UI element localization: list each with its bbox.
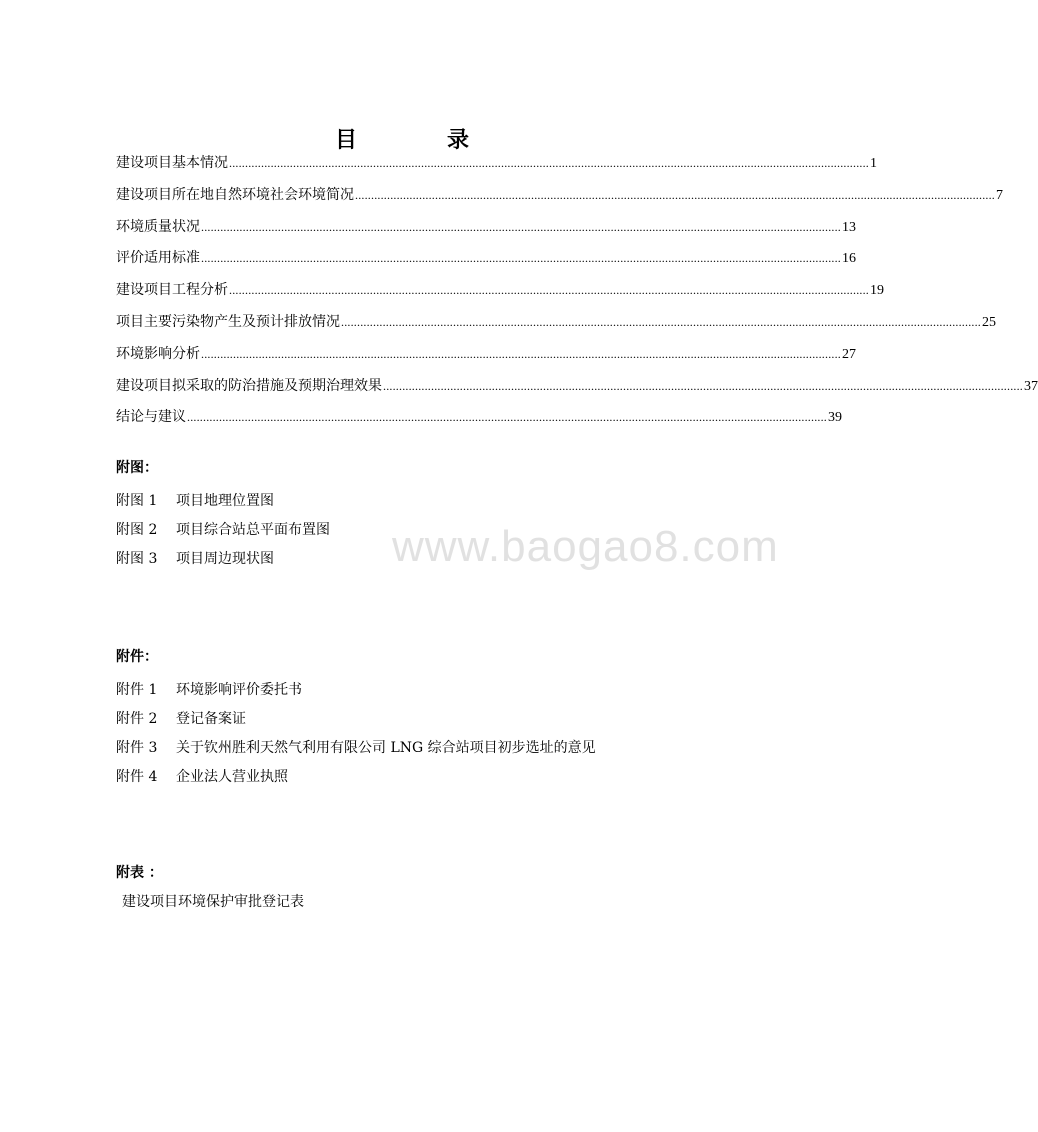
toc-entry-label: 环境影响分析 — [116, 345, 200, 362]
watermark: www.baogao8.com — [392, 522, 779, 571]
attachments-section — [116, 643, 596, 792]
toc-entry[interactable] — [116, 339, 856, 371]
figure-title: 项目地理位置图 — [176, 493, 274, 509]
tables-heading: 附表 ： — [116, 865, 163, 881]
figure-number: 附图 3 — [116, 551, 158, 567]
attachment-item[interactable] — [116, 734, 596, 763]
toc-entry-label: 建设项目拟采取的防治措施及预期治理效果 — [116, 377, 382, 394]
toc-leader-dots: ........................................................................................................................................................................................................ — [201, 251, 841, 266]
toc-entry-page: 25 — [982, 314, 996, 330]
figure-item[interactable] — [116, 487, 330, 516]
table-item[interactable] — [116, 888, 304, 917]
toc-leader-dots: ........................................................................................................................................................................................................ — [229, 283, 869, 298]
attachment-title: 关于钦州胜利天然气利用有限公司 LNG 综合站项目初步选址的意见 — [176, 740, 596, 756]
attachment-title: 企业法人营业执照 — [176, 769, 288, 785]
toc-entry-label: 环境质量状况 — [116, 218, 200, 235]
figure-item[interactable] — [116, 516, 330, 545]
toc-entry[interactable] — [116, 148, 877, 180]
toc-entry[interactable] — [116, 402, 842, 434]
attachment-number: 附件 3 — [116, 740, 158, 756]
toc-entry[interactable] — [116, 307, 996, 339]
figure-title: 项目周边现状图 — [176, 551, 274, 567]
toc-entry[interactable] — [116, 212, 856, 244]
toc-entry-label: 结论与建议 — [116, 409, 186, 426]
toc-entry-label: 建设项目基本情况 — [116, 155, 228, 171]
tables-section — [116, 859, 304, 917]
figures-section — [116, 454, 330, 574]
toc-entry[interactable] — [116, 371, 1038, 403]
attachments-heading: 附件： — [116, 649, 158, 665]
toc-leader-dots: ........................................................................................................................................................................................................ — [355, 187, 995, 202]
figure-number: 附图 1 — [116, 493, 158, 509]
toc-entry-page: 7 — [996, 187, 1003, 203]
toc-leader-dots: ........................................................................................................................................................................................................ — [187, 410, 827, 425]
attachment-title: 环境影响评价委托书 — [176, 682, 302, 698]
table-of-contents — [116, 148, 1038, 434]
toc-entry[interactable] — [116, 180, 1003, 212]
toc-leader-dots: ........................................................................................................................................................................................................ — [383, 378, 1023, 393]
attachment-number: 附件 1 — [116, 682, 158, 698]
toc-entry-page: 37 — [1024, 378, 1038, 394]
toc-entry-label: 建设项目工程分析 — [116, 282, 228, 299]
toc-leader-dots: ........................................................................................................................................................................................................ — [229, 156, 869, 170]
toc-entry[interactable] — [116, 243, 856, 275]
attachment-item[interactable] — [116, 676, 596, 705]
attachment-number: 附件 2 — [116, 711, 158, 727]
figures-heading: 附图： — [116, 460, 158, 476]
attachment-number: 附件 4 — [116, 769, 158, 785]
page-title: 目 录 — [334, 127, 503, 153]
toc-entry-label: 建设项目所在地自然环境社会环境简况 — [116, 186, 354, 203]
attachment-item[interactable] — [116, 763, 596, 792]
toc-entry-page: 13 — [842, 219, 856, 235]
attachment-title: 登记备案证 — [176, 711, 246, 727]
table-title: 建设项目环境保护审批登记表 — [122, 894, 304, 910]
toc-entry-label: 项目主要污染物产生及预计排放情况 — [116, 313, 340, 330]
toc-entry-page: 39 — [828, 410, 842, 426]
attachment-item[interactable] — [116, 705, 596, 734]
toc-entry-label: 评价适用标准 — [116, 250, 200, 267]
figure-item[interactable] — [116, 545, 330, 574]
figure-title: 项目综合站总平面布置图 — [176, 522, 330, 538]
figure-number: 附图 2 — [116, 522, 158, 538]
toc-leader-dots: ........................................................................................................................................................................................................ — [201, 219, 841, 234]
toc-entry-page: 1 — [870, 156, 877, 171]
toc-entry-page: 27 — [842, 346, 856, 362]
toc-leader-dots: ........................................................................................................................................................................................................ — [201, 346, 841, 361]
toc-entry-page: 16 — [842, 251, 856, 267]
toc-leader-dots: ........................................................................................................................................................................................................ — [341, 314, 981, 329]
toc-entry-page: 19 — [870, 283, 884, 299]
toc-entry[interactable] — [116, 275, 884, 307]
